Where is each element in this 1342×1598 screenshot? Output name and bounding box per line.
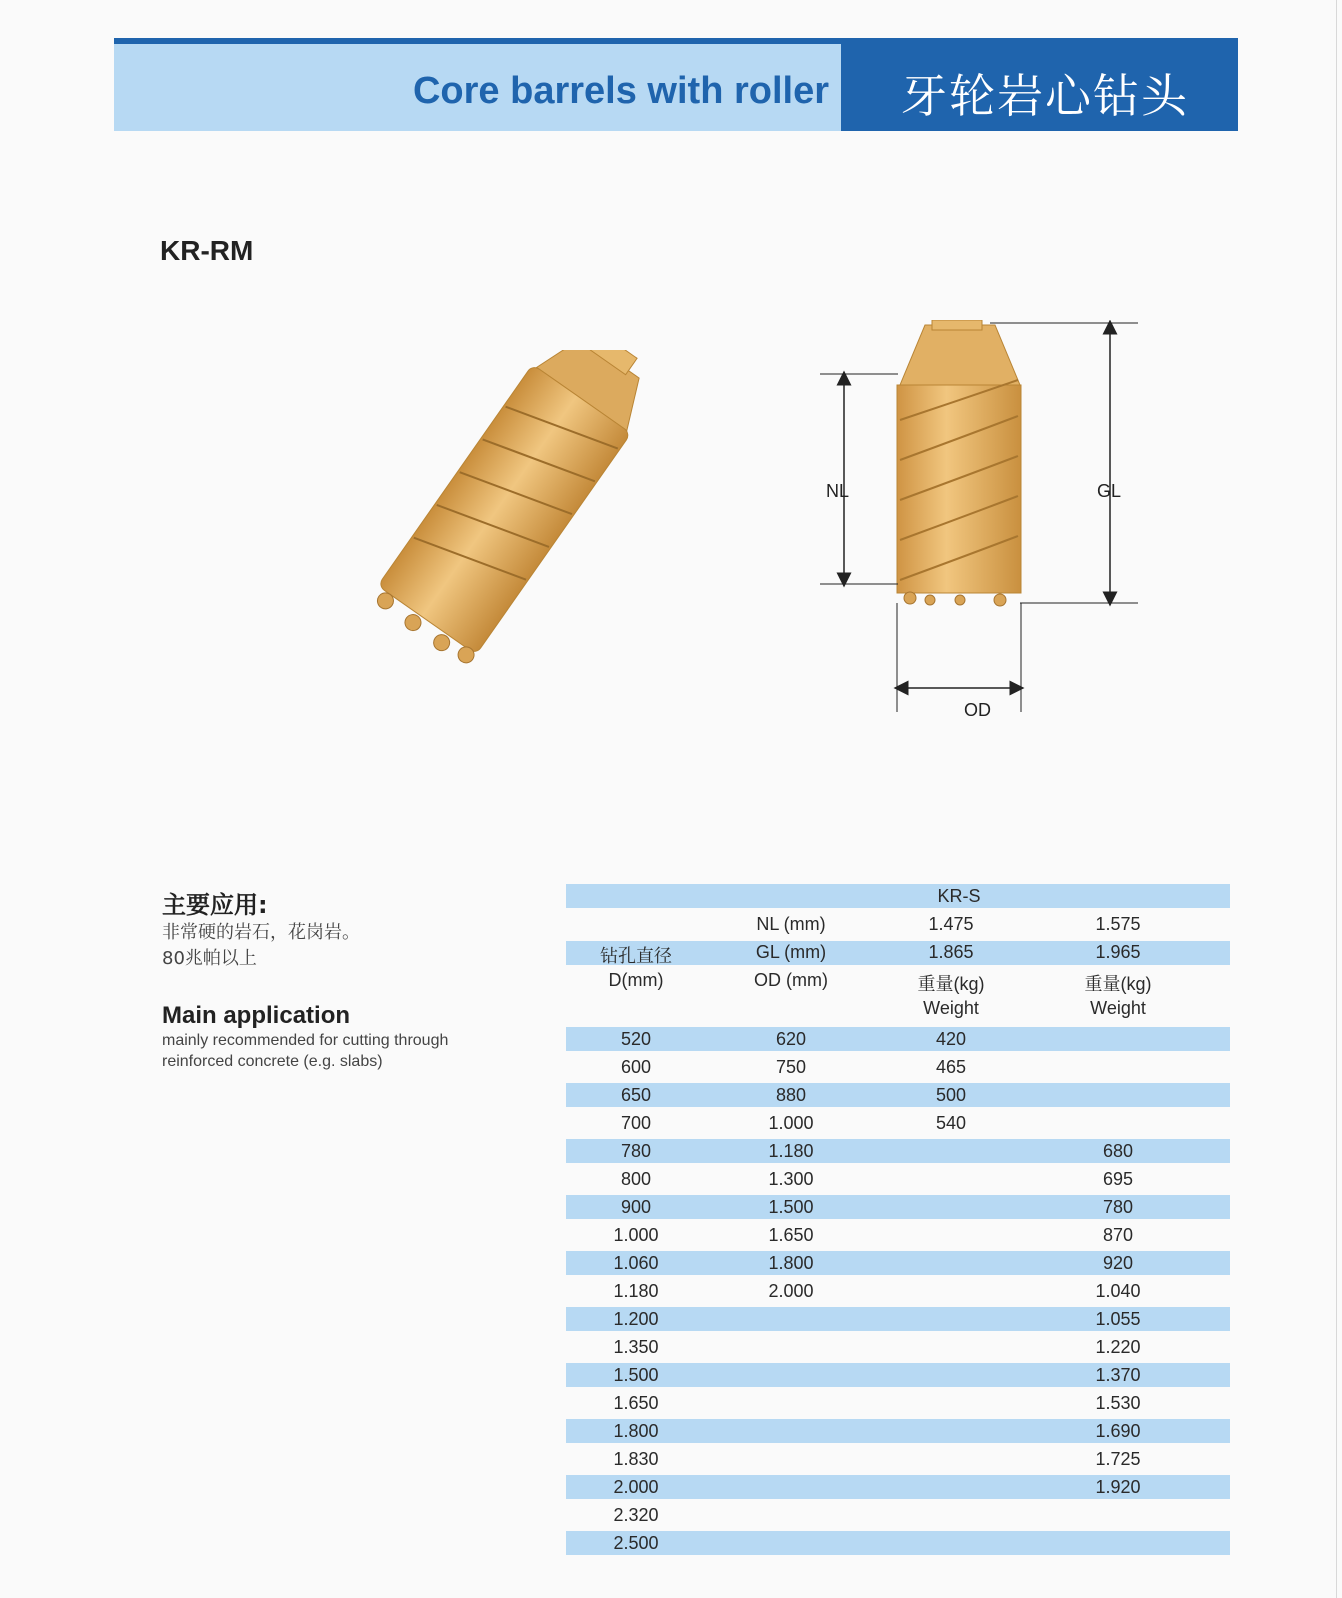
application-line-en-2: reinforced concrete (e.g. slabs)	[162, 1053, 383, 1070]
table-cell: 1.500	[768, 1197, 814, 1217]
table-cell: 920	[1102, 1253, 1134, 1273]
table-header-cell: Weight	[1090, 998, 1146, 1018]
table-cell: 1.000	[613, 1225, 659, 1245]
table-cell: 600	[620, 1057, 652, 1077]
table-header-cell: 1.865	[928, 942, 974, 962]
core-barrel-isometric-image	[320, 350, 660, 710]
table-header-cell: Weight	[923, 998, 979, 1018]
table-cell: 1.500	[613, 1365, 659, 1385]
table-cell: 2.000	[613, 1477, 659, 1497]
table-header-cell: 重量(kg)	[917, 974, 985, 994]
table-cell: 880	[775, 1085, 807, 1105]
table-row-band	[566, 1027, 1230, 1051]
label-od: OD	[964, 700, 991, 720]
table-cell: 2.320	[613, 1505, 659, 1525]
table-cell: 680	[1102, 1141, 1134, 1161]
table-title: KR-S	[937, 886, 981, 906]
table-cell: 2.000	[768, 1281, 814, 1301]
application-heading-cn: 主要应用:	[162, 891, 268, 919]
table-cell: 1.180	[768, 1141, 814, 1161]
table-cell: 1.370	[1095, 1365, 1141, 1385]
table-cell: 870	[1102, 1225, 1134, 1245]
table-header-cell: 1.575	[1095, 914, 1141, 934]
table-row-band	[566, 1083, 1230, 1107]
table-header-cell: NL (mm)	[756, 914, 826, 934]
table-cell: 500	[935, 1085, 967, 1105]
table-header-cell: OD (mm)	[754, 970, 828, 990]
table-cell: 800	[620, 1169, 652, 1189]
table-cell: 465	[935, 1057, 967, 1077]
label-nl: NL	[826, 481, 850, 501]
table-header-cell: D(mm)	[608, 970, 664, 990]
application-line-cn-2: 80兆帕以上	[162, 948, 257, 969]
table-cell: 1.830	[613, 1449, 659, 1469]
header-title-en: Core barrels with roller	[412, 70, 829, 112]
label-gl: GL	[1097, 481, 1122, 501]
table-header-cell: 钻孔直径	[600, 946, 672, 966]
table-cell: 780	[620, 1141, 652, 1161]
table-cell: 1.055	[1095, 1309, 1141, 1329]
table-cell: 695	[1102, 1169, 1134, 1189]
page-header	[114, 38, 1238, 131]
table-cell: 780	[1102, 1197, 1134, 1217]
table-cell: 1.650	[613, 1393, 659, 1413]
model-name: KR-RM	[160, 235, 254, 266]
table-cell: 900	[620, 1197, 652, 1217]
table-cell: 1.530	[1095, 1393, 1141, 1413]
table-cell: 520	[620, 1029, 652, 1049]
core-barrel-dimension-drawing	[820, 320, 1150, 720]
table-cell: 1.060	[613, 1253, 659, 1273]
table-cell: 1.200	[613, 1309, 659, 1329]
table-cell: 1.350	[613, 1337, 659, 1357]
header-title-cn: 牙轮岩心钻头	[901, 69, 1189, 123]
table-cell: 420	[935, 1029, 967, 1049]
table-cell: 750	[775, 1057, 807, 1077]
table-row-band	[566, 1531, 1230, 1555]
application-line-cn-1: 非常硬的岩石，花岗岩。	[162, 922, 360, 943]
table-header-cell: GL (mm)	[755, 942, 827, 962]
application-line-en-1: mainly recommended for cutting through	[162, 1032, 449, 1049]
page-edge-line	[1336, 0, 1337, 1598]
table-cell: 1.800	[613, 1421, 659, 1441]
table-cell: 1.725	[1095, 1449, 1141, 1469]
table-cell: 1.040	[1095, 1281, 1141, 1301]
table-cell: 1.180	[613, 1281, 659, 1301]
table-cell: 1.650	[768, 1225, 814, 1245]
table-cell: 1.690	[1095, 1421, 1141, 1441]
table-title-band	[566, 884, 1230, 908]
table-header-cell: 1.965	[1095, 942, 1141, 962]
application-section	[162, 885, 542, 1072]
application-heading-en: Main application	[162, 1002, 351, 1029]
table-cell: 700	[620, 1113, 652, 1133]
table-cell: 1.000	[768, 1113, 814, 1133]
table-cell: 540	[935, 1113, 967, 1133]
table-cell: 650	[620, 1085, 652, 1105]
table-header-cell: 1.475	[928, 914, 974, 934]
table-cell: 1.300	[768, 1169, 814, 1189]
table-cell: 1.800	[768, 1253, 814, 1273]
table-cell: 2.500	[613, 1533, 659, 1553]
table-cell: 1.220	[1095, 1337, 1141, 1357]
table-cell: 620	[775, 1029, 807, 1049]
table-header-cell: 重量(kg)	[1084, 974, 1152, 994]
table-cell: 1.920	[1095, 1477, 1141, 1497]
